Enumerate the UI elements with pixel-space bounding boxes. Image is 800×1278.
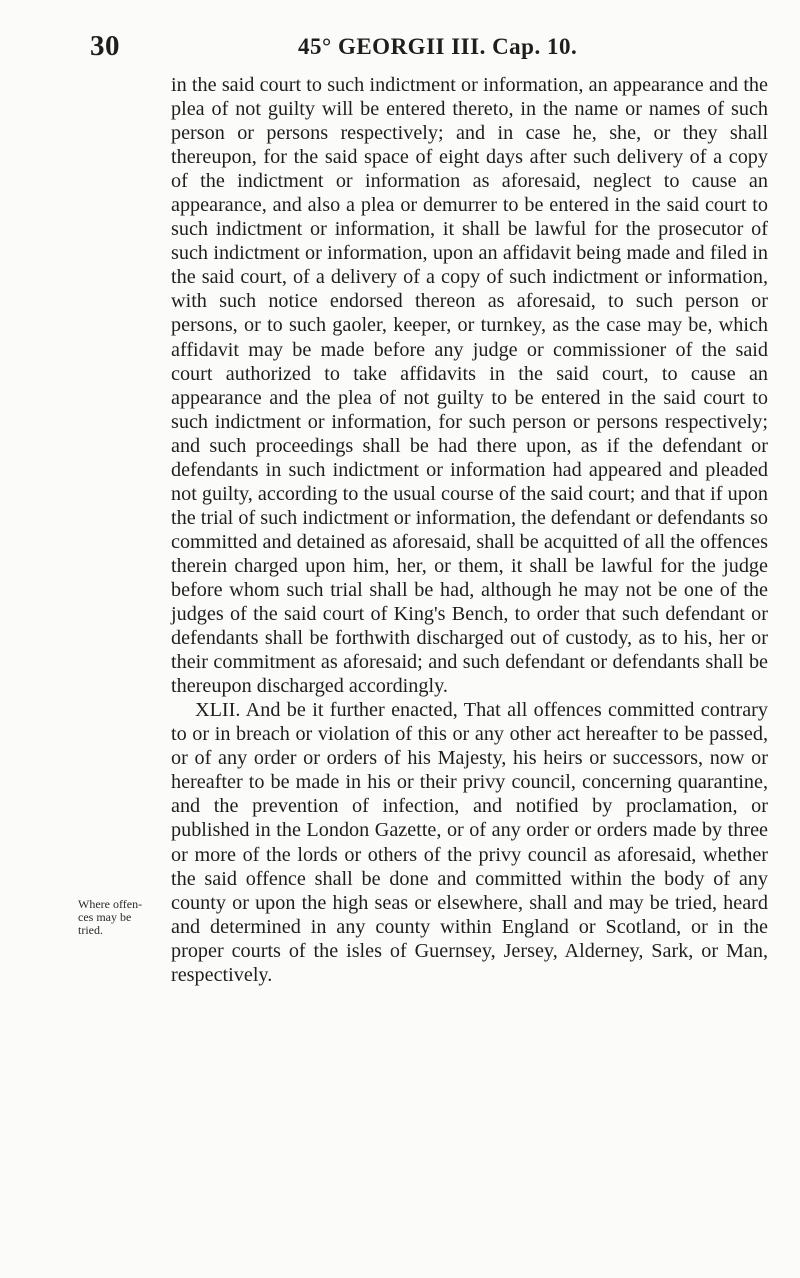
body-text [171, 73, 768, 987]
margin-note [78, 898, 166, 937]
page-header [0, 30, 800, 70]
margin-note-line: ces may be [78, 910, 132, 924]
margin-note-line: Where offen- [78, 897, 143, 911]
page-number: 30 [90, 30, 120, 62]
margin-note-line: tried. [78, 923, 103, 937]
running-head: 45° GEORGII III. Cap. 10. [298, 34, 578, 59]
paragraph-section-xlii: XLII. And be it further enacted, That all offences committed contrary to or in breach or violation of this or any other act hereafter to be passed, or of any order or orders of his Majesty, his heirs or successors, now or hereafter to be made in his or their privy council, concerning quarantine, and the prevention of infection, and notified by proclamation, or published in the London Gazette, or of any order or orders made by three or more of the lords or others of the privy council as aforesaid, whether the said offence shall be done and committed within the body of any county or upon the high seas or elsewhere, shall and may be tried, heard and determined in any county within England or Scotland, or in the proper courts of the isles of Guernsey, Jersey, Alderney, Sark, or Man, respectively. [171, 699, 768, 986]
paragraph-continuation: in the said court to such indictment or information, an appearance and the plea of not guilty will be entered thereto, in the name or names of such person or persons respectively; and in case he, she, or they shall thereupon, for the said space of eight days after such delivery of a copy of the indictment or information as aforesaid, neglect to cause an appearance, and also a plea or demurrer to be entered in the said court to such indictment or information, it shall be lawful for the prosecutor of such indictment or information, upon an affidavit being made and filed in the said court, of a delivery of a copy of such indictment or information, with such notice endorsed thereon as aforesaid, to such person or persons, or to such gaoler, keeper, or turnkey, as the case may be, which affidavit may be made before any judge or commissioner of the said court authorized to take affidavits in the said court, to cause an appearance and the plea of not guilty to be entered in the said court to such indictment or information, for such person or persons respectively; and such proceedings shall be had there upon, as if the defendant or defendants in such indictment or information had appeared and pleaded not guilty, according to the usual course of the said court; and that if upon the trial of such indictment or information, the defendant or defendants so committed and detained as aforesaid, shall be acquitted of all the offences therein charged upon him, her, or them, it shall be lawful for the judge before whom such trial shall be had, although he may not be one of the judges of the said court of King's Bench, to order that such defendant or defendants shall be forthwith discharged out of custody, as to his, her or their commitment as aforesaid; and such defendant or defendants shall be thereupon discharged accordingly. [171, 74, 768, 698]
